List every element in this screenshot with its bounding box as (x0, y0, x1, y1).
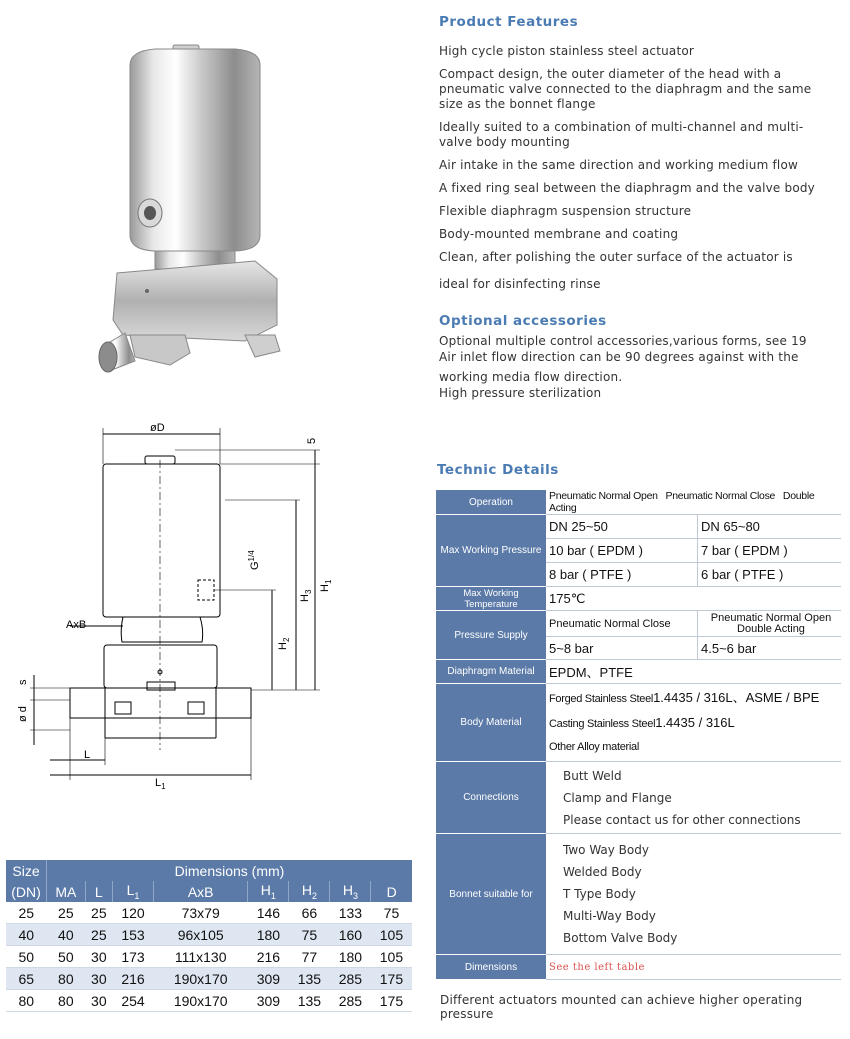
dims-cell: 180 (248, 924, 289, 946)
dimensions-table (6, 860, 412, 1012)
bonnet-item: Welded Body (563, 865, 642, 879)
dims-column-header: $H_2$ (289, 881, 330, 902)
dims-cell: 120 (113, 902, 154, 924)
dims-column-header: AxB (154, 881, 248, 902)
dim-label-l1: $L_1$ (155, 777, 166, 791)
tech-label: Bonnet suitable for (436, 834, 546, 955)
dims-cell: 173 (113, 946, 154, 968)
feature-item: High cycle piston stainless steel actuator (439, 44, 695, 58)
dims-cell: 160 (330, 924, 371, 946)
dims-row (6, 902, 412, 924)
dims-column-header: D (371, 881, 412, 902)
tech-value: 10 bar ( EPDM ) (546, 539, 698, 563)
dims-cell: 216 (248, 946, 289, 968)
bonnet-item: Multi-Way Body (563, 909, 656, 923)
dims-cell: 135 (289, 968, 330, 990)
tech-row-max-temp (436, 587, 841, 611)
tech-label: Max Working Temperature (436, 587, 546, 611)
dim-label-g: $G^{1/4}$ (247, 550, 261, 570)
tech-value: 175℃ (546, 587, 841, 611)
dims-row (6, 946, 412, 968)
tech-label: Operation (436, 490, 546, 515)
dims-column-header: L (85, 881, 112, 902)
bonnet-item: T Type Body (563, 887, 636, 901)
dims-cell: 254 (113, 990, 154, 1012)
product-features-title: Product Features (439, 14, 579, 30)
dims-cell: 309 (248, 968, 289, 990)
tech-label: Max Working Pressure (436, 515, 546, 587)
dims-cell: 216 (113, 968, 154, 990)
tech-value: 7 bar ( EPDM ) (698, 539, 842, 563)
tech-value: Forged Stainless Steel1.4435 / 316L、ASME / BPE Casting Stainless Steel1.4435 / 316L Other Alloy material (546, 684, 841, 762)
dims-cell: 175 (371, 990, 412, 1012)
dims-cell: 80 (47, 990, 86, 1012)
tech-value: EPDM、PTFE (546, 660, 841, 684)
technic-details-title: Technic Details (437, 462, 559, 478)
dims-size-cell: 50 (6, 946, 47, 968)
dimension-drawing (10, 420, 340, 800)
accessory-item: Optional multiple control accessories,various forms, see 19 (439, 334, 807, 348)
dims-columns-row (6, 881, 412, 902)
tech-row-max-pressure (436, 515, 841, 539)
dims-column-header: $H_1$ (248, 881, 289, 902)
dims-cell: 309 (248, 990, 289, 1012)
tech-value: 4.5~6 bar (698, 637, 842, 660)
tech-row-bonnet (436, 834, 841, 955)
tech-value: Pneumatic Normal Close (546, 611, 698, 637)
product-features-section (439, 14, 834, 300)
tech-row-connections (436, 762, 841, 834)
tech-row-body-material (436, 684, 841, 762)
optional-accessories-title: Optional accessories (439, 313, 607, 329)
dims-cell: 66 (289, 902, 330, 924)
optional-accessories-section (439, 313, 834, 402)
tech-row-pressure-supply (436, 611, 841, 637)
dims-body (6, 902, 412, 1012)
dims-title: Dimensions (mm) (47, 860, 413, 881)
dims-cell: 190x170 (154, 968, 248, 990)
dim-label-5: 5 (306, 437, 318, 444)
dim-label-h3: $H_3$ (299, 589, 313, 602)
tech-footnote: Different actuators mounted can achieve higher operating pressure (440, 993, 803, 1021)
dims-size-cell: 40 (6, 924, 47, 946)
dims-cell: 105 (371, 946, 412, 968)
feature-item: Ideally suited to a combination of multi-channel and multi-valve body mounting (439, 120, 804, 149)
dims-cell: 180 (330, 946, 371, 968)
dims-cell: 25 (85, 924, 112, 946)
dim-label-phid: ø d (17, 706, 29, 722)
dims-cell: 75 (289, 924, 330, 946)
dim-label-h1: $H_1$ (319, 579, 333, 592)
tech-value: Pneumatic Normal Open Double Acting (698, 611, 842, 637)
dims-cell: 133 (330, 902, 371, 924)
dims-size-cell: 65 (6, 968, 47, 990)
dims-header-row (6, 860, 412, 881)
tech-label: Pressure Supply (436, 611, 546, 660)
tech-row-dimensions (436, 955, 841, 980)
tech-value (546, 834, 841, 955)
feature-item: ideal for disinfecting rinse (439, 277, 601, 291)
dims-cell: 77 (289, 946, 330, 968)
valve-product-photo (95, 35, 395, 395)
dims-column-header: $H_3$ (330, 881, 371, 902)
dims-cell: 73x79 (154, 902, 248, 924)
accessory-item: High pressure sterilization (439, 386, 602, 400)
dims-dn-header: (DN) (6, 881, 47, 902)
feature-item: Air intake in the same direction and working medium flow (439, 158, 799, 172)
dims-cell: 25 (85, 902, 112, 924)
dims-cell: 40 (47, 924, 86, 946)
dim-label-h2: $H_2$ (277, 637, 291, 650)
optional-accessories-list (439, 334, 834, 401)
tech-label: Connections (436, 762, 546, 834)
dims-cell: 80 (47, 968, 86, 990)
tech-value: DN 25~50 (546, 515, 698, 539)
feature-item: Clean, after polishing the outer surface of the actuator is (439, 250, 793, 264)
dims-cell: 105 (371, 924, 412, 946)
accessory-item: working media flow direction. (439, 370, 623, 384)
dims-row (6, 968, 412, 990)
tech-value: Pneumatic Normal Open Pneumatic Normal Close Double Acting (546, 490, 841, 515)
tech-value: 6 bar ( PTFE ) (698, 563, 842, 587)
connection-item: Clamp and Flange (563, 790, 672, 805)
feature-item: Compact design, the outer diameter of the head with a pneumatic valve connected to the diaphragm and the same size as the bonnet flange (439, 67, 812, 111)
tech-label: Body Material (436, 684, 546, 762)
tech-label: Diaphragm Material (436, 660, 546, 684)
tech-label: Dimensions (436, 955, 546, 980)
accessory-item: Air inlet flow direction can be 90 degrees against with the (439, 350, 799, 364)
dims-cell: 96x105 (154, 924, 248, 946)
dims-size-cell: 25 (6, 902, 47, 924)
tech-value: See the left table (546, 955, 841, 980)
technic-details-table (436, 490, 841, 980)
tech-row-diaphragm (436, 660, 841, 684)
dims-column-header: MA (47, 881, 86, 902)
dim-label-axb: AxB (66, 619, 87, 631)
dims-cell: 135 (289, 990, 330, 1012)
dims-cell: 190x170 (154, 990, 248, 1012)
dims-cell: 30 (85, 968, 112, 990)
dims-cell: 285 (330, 990, 371, 1012)
dims-cell: 30 (85, 946, 112, 968)
bonnet-item: Two Way Body (563, 843, 649, 857)
dims-cell: 146 (248, 902, 289, 924)
dims-row (6, 990, 412, 1012)
dims-column-header: $L_1$ (113, 881, 154, 902)
tech-value: 8 bar ( PTFE ) (546, 563, 698, 587)
dims-cell: 75 (371, 902, 412, 924)
dim-label-l: L (84, 749, 91, 761)
dims-cell: 50 (47, 946, 86, 968)
tech-value (546, 762, 841, 834)
dims-row (6, 924, 412, 946)
feature-item: Body-mounted membrane and coating (439, 227, 679, 241)
dims-size-cell: 80 (6, 990, 47, 1012)
dims-cell: 30 (85, 990, 112, 1012)
connection-item: Butt Weld (563, 768, 622, 783)
dims-cell: 175 (371, 968, 412, 990)
tech-value: DN 65~80 (698, 515, 842, 539)
dim-label-phiD: øD (150, 422, 165, 434)
tech-value: 5~8 bar (546, 637, 698, 660)
dims-cell: 285 (330, 968, 371, 990)
feature-item: Flexible diaphragm suspension structure (439, 204, 692, 218)
dims-cell: 153 (113, 924, 154, 946)
tech-row-operation (436, 490, 841, 515)
bonnet-item: Bottom Valve Body (563, 931, 678, 945)
dims-size-header: Size (6, 860, 47, 881)
connection-item: Please contact us for other connections (563, 812, 801, 827)
feature-item: A fixed ring seal between the diaphragm and the valve body (439, 181, 815, 195)
dims-cell: 111x130 (154, 946, 248, 968)
product-features-list (439, 44, 834, 292)
dim-label-s: s (17, 679, 29, 685)
dims-cell: 25 (47, 902, 86, 924)
